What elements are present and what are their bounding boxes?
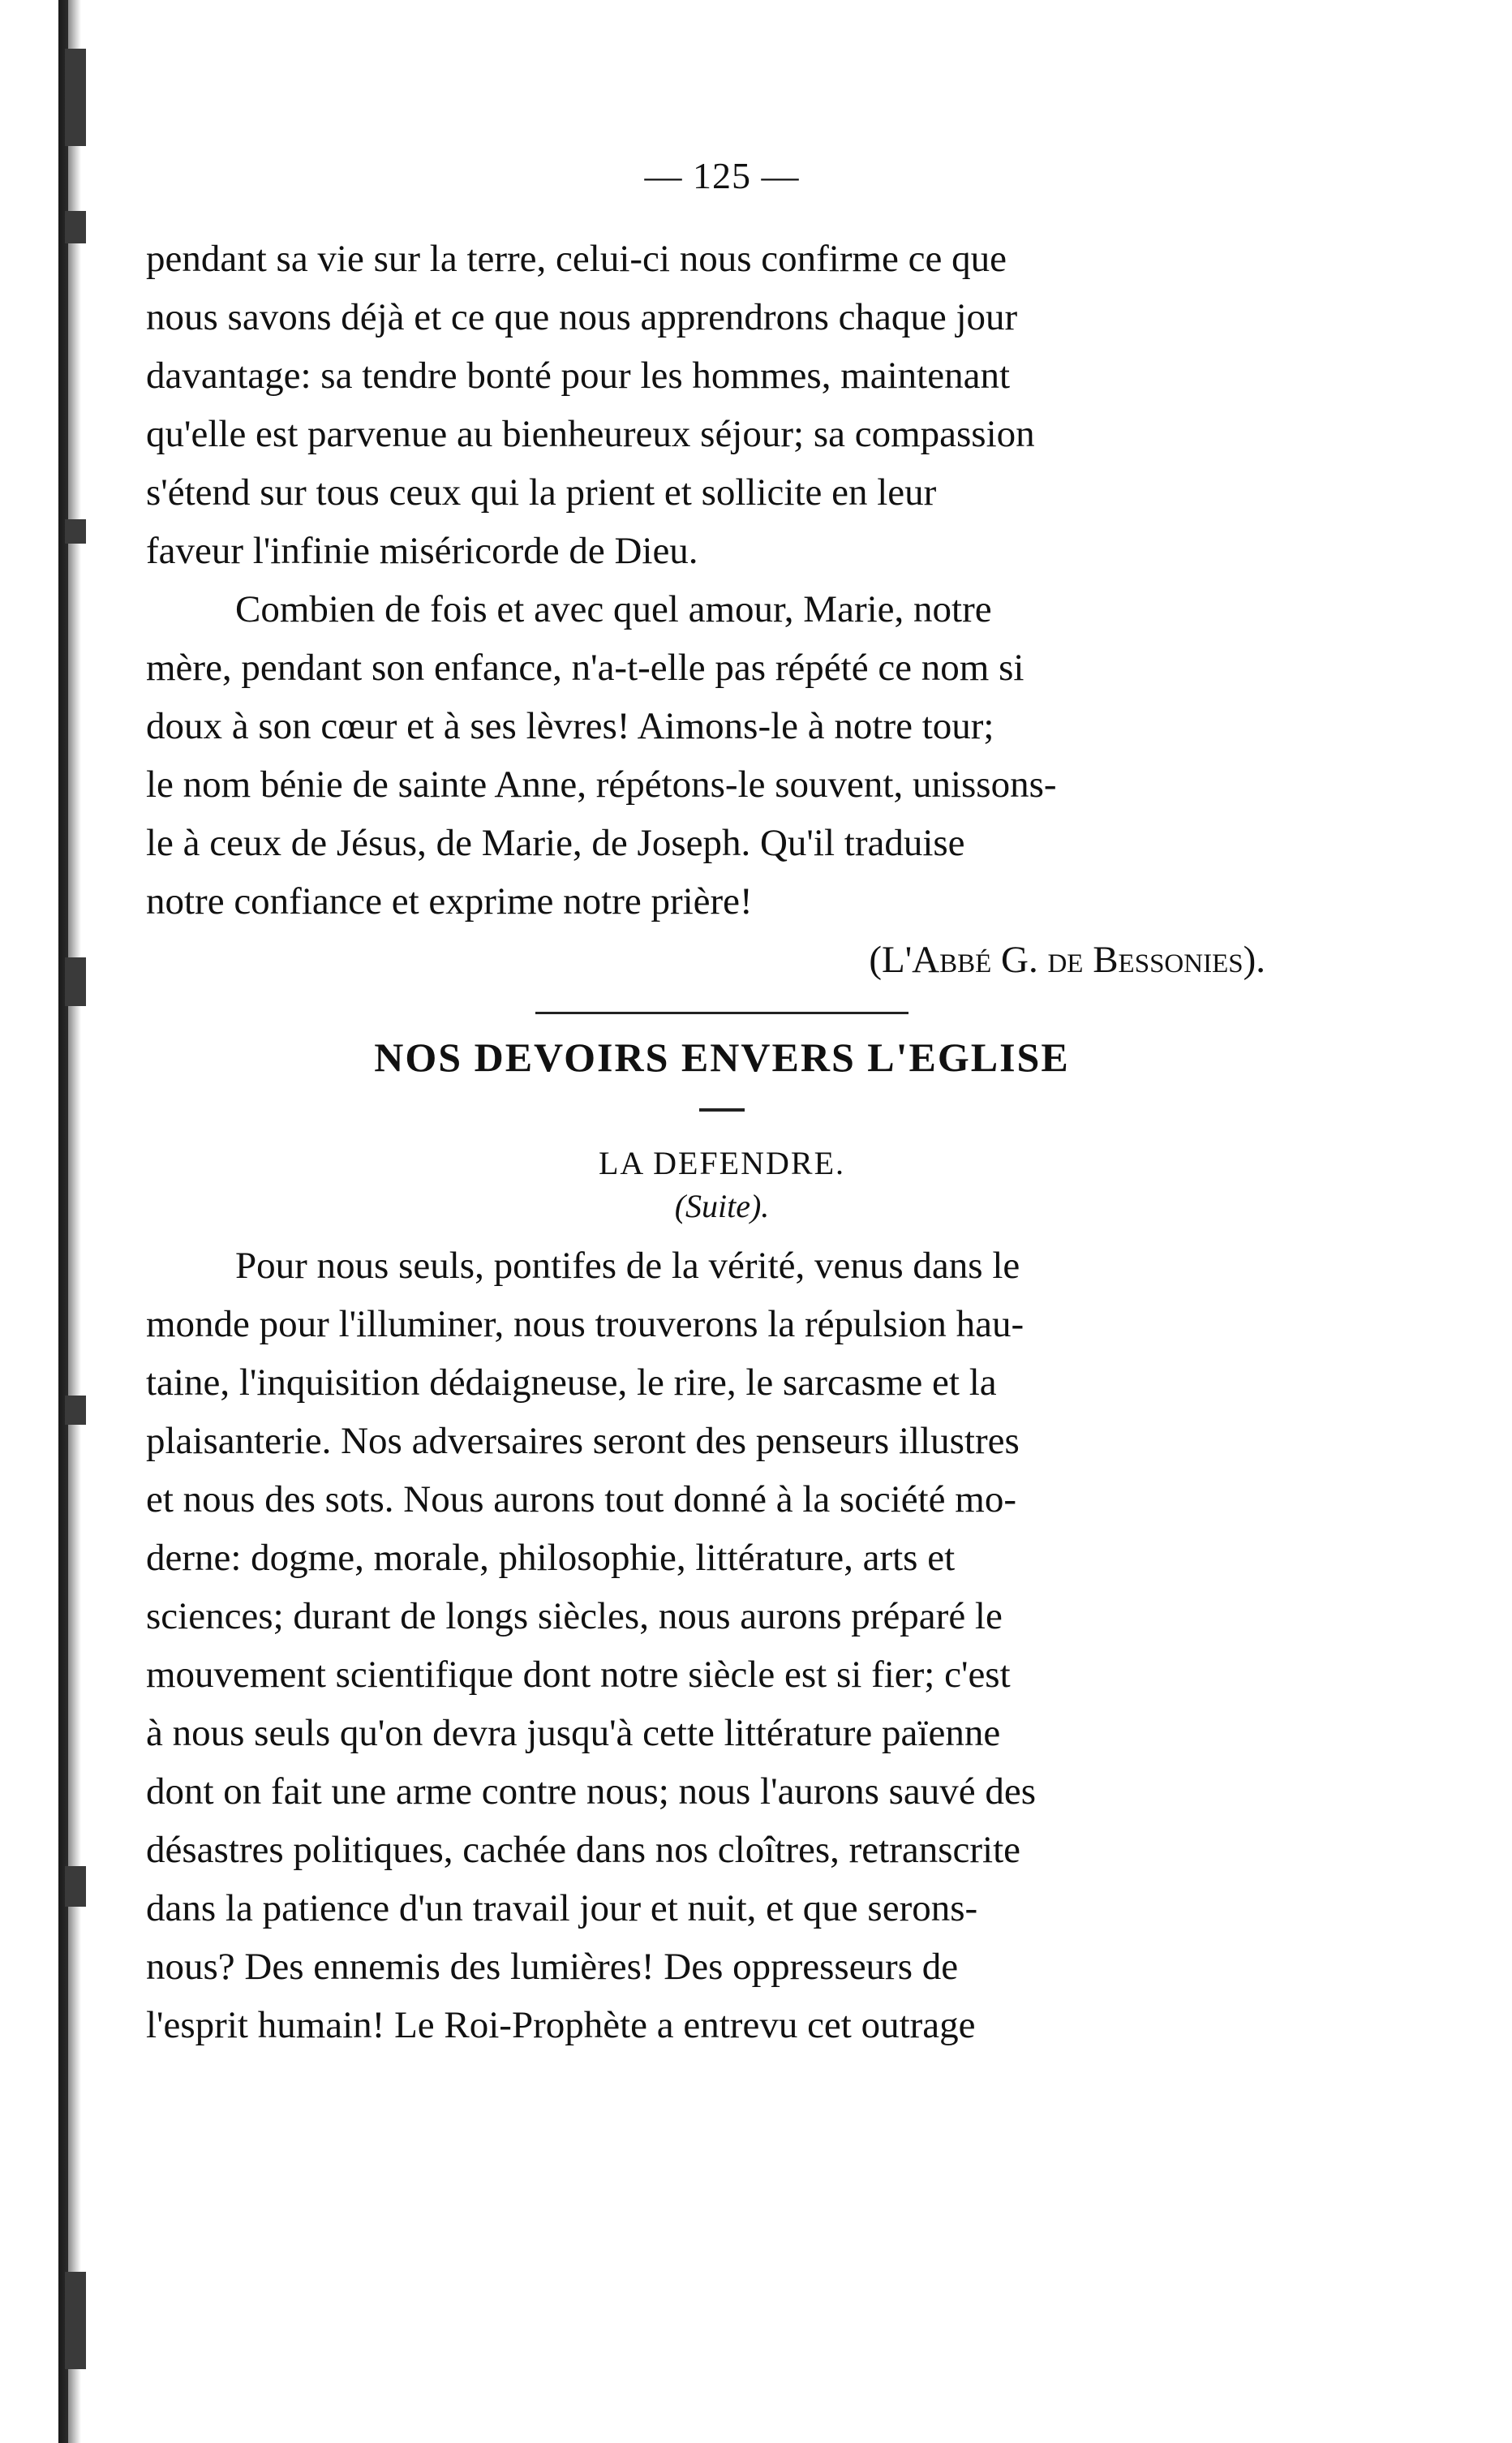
text-line: taine, l'inquisition dédaigneuse, le rire, le sarcasme et la: [146, 1361, 997, 1404]
text-line: plaisanterie. Nos adversaires seront des penseurs illustres: [146, 1420, 1020, 1462]
text-line: Pour nous seuls, pontifes de la vérité, venus dans le: [235, 1245, 1020, 1287]
text-line: nous? Des ennemis des lumières! Des oppresseurs de: [146, 1946, 959, 1988]
text-line: dans la patience d'un travail jour et nuit, et que serons-: [146, 1887, 978, 1929]
text-line: à nous seuls qu'on devra jusqu'à cette littérature païenne: [146, 1712, 1001, 1754]
binding-mark: [65, 957, 86, 1006]
text-line: l'esprit humain! Le Roi-Prophète a entrevu cet outrage: [146, 2004, 976, 2046]
text-line: faveur l'infinie miséricorde de Dieu.: [146, 530, 698, 572]
binding-edge: [0, 0, 122, 2443]
text-line: davantage: sa tendre bonté pour les hommes, maintenant: [146, 355, 1011, 397]
binding-mark: [65, 1866, 86, 1907]
page-number: — 125 —: [644, 155, 800, 196]
binding-mark: [65, 2272, 86, 2369]
section-subtitle: LA DEFENDRE.: [599, 1145, 845, 1181]
paragraph-pour-nous: [146, 1237, 1298, 2054]
text-line: sciences; durant de longs siècles, nous aurons préparé le: [146, 1595, 1003, 1637]
text-line: le à ceux de Jésus, de Marie, de Joseph. Qu'il traduise: [146, 822, 965, 864]
text-line: nous savons déjà et ce que nous apprendrons chaque jour: [146, 296, 1018, 338]
text-line: mère, pendant son enfance, n'a-t-elle pas répété ce nom si: [146, 647, 1024, 689]
text-line: pendant sa vie sur la terre, celui-ci nous confirme ce que: [146, 238, 1007, 280]
text-line: monde pour l'illuminer, nous trouverons la répulsion hau-: [146, 1303, 1024, 1345]
text-line: doux à son cœur et à ses lèvres! Aimons-le à notre tour;: [146, 705, 994, 747]
text-line: et nous des sots. Nous aurons tout donné à la société mo-: [146, 1478, 1016, 1520]
text-line: qu'elle est parvenue au bienheureux séjour; sa compassion: [146, 413, 1035, 455]
text-line: dont on fait une arme contre nous; nous l'aurons sauvé des: [146, 1770, 1037, 1813]
paragraph-continued: [146, 230, 1298, 580]
author-signature: (L'Abbé G. de Bessonies).: [869, 939, 1265, 981]
text-line: Combien de fois et avec quel amour, Marie, notre: [235, 588, 992, 630]
text-line: s'étend sur tous ceux qui la prient et sollicite en leur: [146, 471, 937, 514]
binding-mark: [65, 211, 86, 243]
text-line: derne: dogme, morale, philosophie, littérature, arts et: [146, 1537, 956, 1579]
continuation-note: (Suite).: [674, 1188, 770, 1224]
book-page: [146, 154, 1298, 2054]
text-line: désastres politiques, cachée dans nos cloîtres, retranscrite: [146, 1829, 1020, 1871]
text-line: le nom bénie de sainte Anne, répétons-le souvent, unissons-: [146, 763, 1057, 806]
paragraph-combien: [146, 580, 1298, 931]
binding-mark: [65, 1396, 86, 1425]
binding-mark: [65, 49, 86, 146]
title-dash: [699, 1108, 745, 1112]
text-line: mouvement scientifique dont notre siècle est si fier; c'est: [146, 1654, 1011, 1696]
section-divider: [535, 1012, 908, 1014]
text-line: notre confiance et exprime notre prière!: [146, 880, 753, 923]
binding-mark: [65, 519, 86, 544]
section-title: NOS DEVOIRS ENVERS L'EGLISE: [374, 1034, 1070, 1080]
